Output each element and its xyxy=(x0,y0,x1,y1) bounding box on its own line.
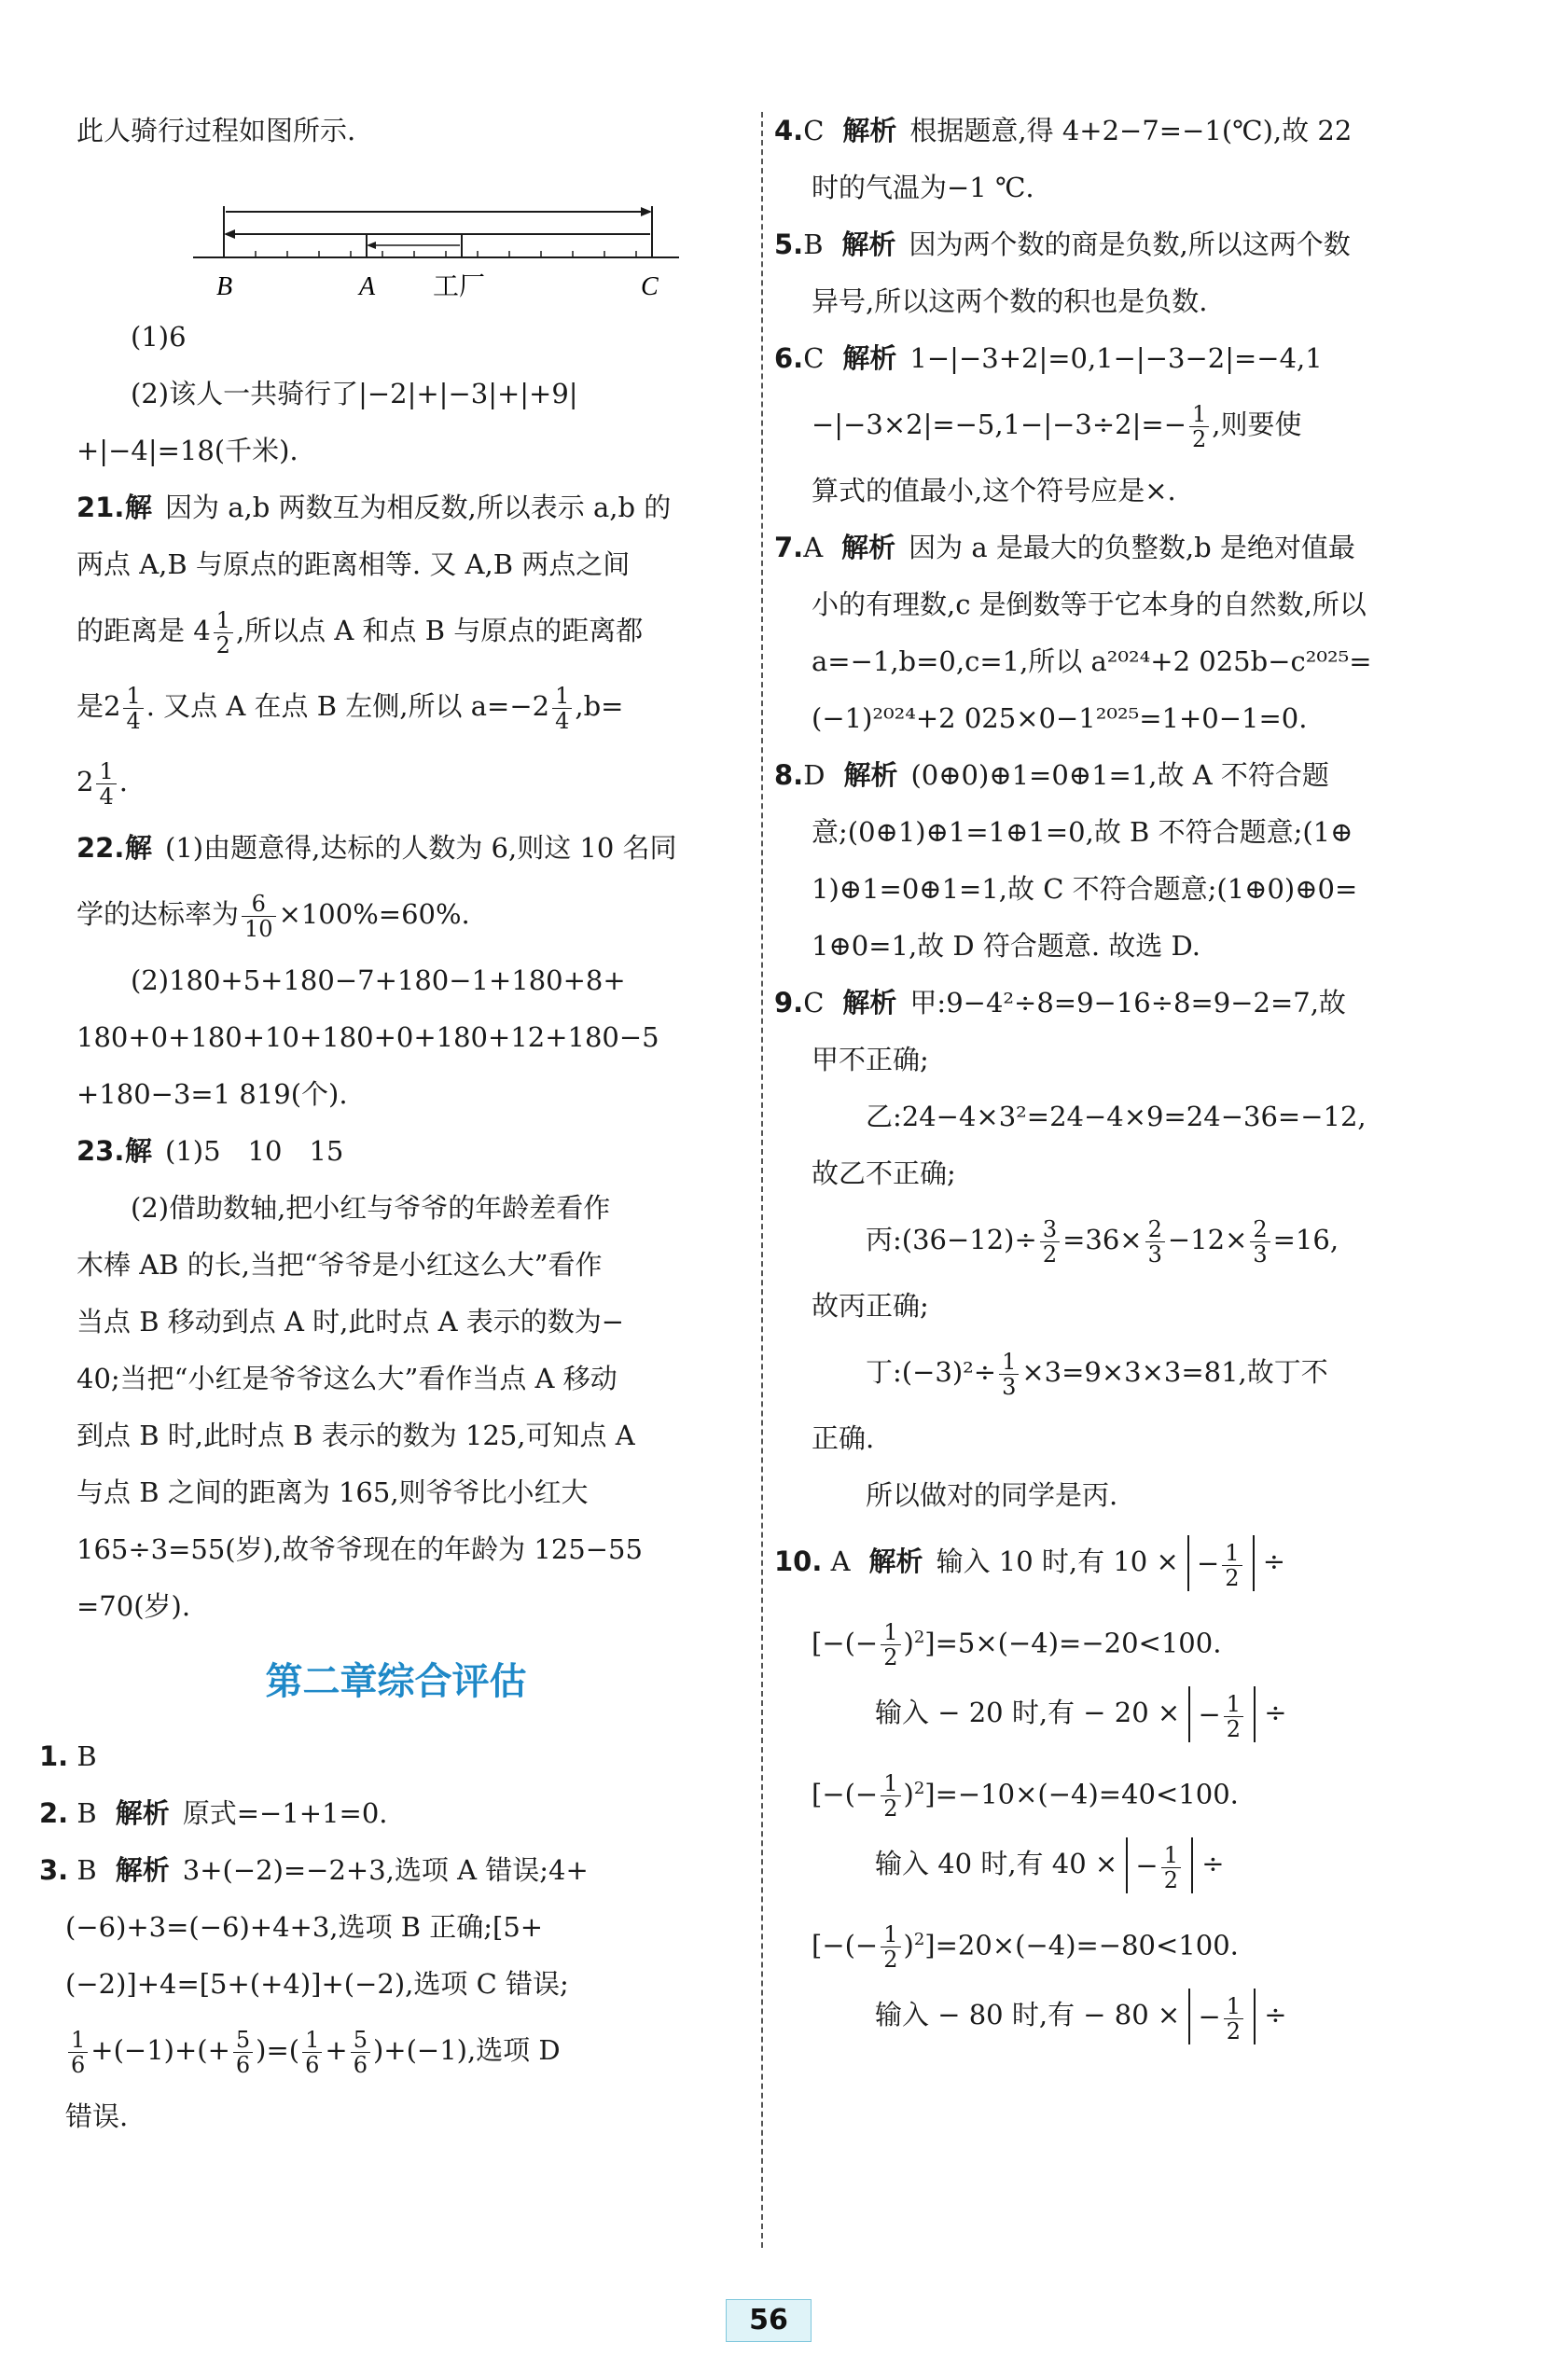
q22-keyword: 解 xyxy=(125,832,153,864)
intro-text: 此人骑行过程如图所示. xyxy=(76,115,356,146)
q8-line4: 1⊕0=1,故 D 符合题意. 故选 D. xyxy=(812,930,1200,962)
q10-line1 xyxy=(774,1524,1460,1600)
divide-sign: ÷ xyxy=(1264,1999,1287,2030)
q9-line4: 故乙不正确; xyxy=(812,1157,956,1189)
q9-line8: 正确. xyxy=(812,1422,875,1454)
fraction-one-quarter: $\frac{1}{4}$ xyxy=(123,684,143,733)
q22-text2b: ×100%=60%. xyxy=(278,898,470,930)
q4-answer: C xyxy=(803,115,825,146)
q21-line1 xyxy=(76,479,753,536)
chapter-title: 第二章综合评估 xyxy=(265,1660,527,1703)
c2-keyword: 解析 xyxy=(115,1797,170,1829)
q23-line5: 40;当把“小红是爷爷这么大”看作当点 A 移动 xyxy=(76,1363,617,1394)
q8-text1: (0⊕0)⊕1=0⊕1=1,故 A 不符合题 xyxy=(910,759,1329,791)
q4-line2: 时的气温为−1 ℃. xyxy=(812,172,1034,203)
q9-line2: 甲不正确; xyxy=(812,1044,929,1075)
q23-line9: =70(岁). xyxy=(76,1590,191,1622)
diagram-label-b: B xyxy=(216,272,233,301)
fraction-one-half: $\frac{1}{2}$ xyxy=(214,608,233,658)
q4-keyword: 解析 xyxy=(842,115,897,146)
q10-result1: =5×(−4)=−20<100. xyxy=(935,1627,1222,1659)
c3-text4c: + xyxy=(325,2034,348,2066)
q21-line5 xyxy=(76,744,753,820)
fraction-one-sixth: $\frac{1}{6}$ xyxy=(302,2028,322,2077)
c3-answer: B xyxy=(76,1854,97,1886)
q10-line4: [−(− $\frac{1}{2}$ )$^2$]=−10×(−4)=40<100. xyxy=(812,1770,1239,1823)
abs-neg-half: − $\frac{1}{2}$ xyxy=(1126,1837,1193,1893)
q9-line5 xyxy=(774,1202,1460,1278)
c3-line5: 错误. xyxy=(65,2100,129,2132)
q22-number: 22. xyxy=(76,832,125,864)
q10-line6: [−(− $\frac{1}{2}$ )$^2$]=20×(−4)=−80<100. xyxy=(812,1921,1239,1974)
fraction-six-tenths: $\frac{6}{10}$ xyxy=(242,892,276,941)
q5-line2: 异号,所以这两个数的积也是负数. xyxy=(812,285,1208,317)
q6-line1: 6.C 解析 1−|−3+2|=0,1−|−3−2|=−4,1 xyxy=(774,342,1323,374)
abs-neg-half: − $\frac{1}{2}$ xyxy=(1187,1535,1255,1591)
q9-text5b: =36× xyxy=(1062,1224,1143,1255)
q22-text1: (1)由题意得,达标的人数为 6,则这 10 名同 xyxy=(165,832,677,864)
q22-line5: +180−3=1 819(个). xyxy=(76,1078,348,1110)
q8-keyword: 解析 xyxy=(843,759,898,791)
q9-text1: 甲:9−4²÷8=9−16÷8=9−2=7,故 xyxy=(909,987,1346,1019)
c3-line2: (−6)+3=(−6)+4+3,选项 B 正确;[5+ xyxy=(65,1911,544,1943)
c3-keyword: 解析 xyxy=(115,1854,170,1886)
q10-line5 xyxy=(774,1826,1460,1902)
q20-part2-line1: (2)该人一共骑行了|−2|+|−3|+|+9| xyxy=(131,378,578,409)
q10-text3: 输入 40 时,有 40 × xyxy=(875,1848,1118,1879)
q23-line6: 到点 B 时,此时点 B 表示的数为 125,可知点 A xyxy=(76,1420,635,1451)
q7-keyword: 解析 xyxy=(841,532,896,563)
q10-result3: =20×(−4)=−80<100. xyxy=(935,1929,1239,1961)
left-column xyxy=(39,103,753,2145)
q6-text1: 1−|−3+2|=0,1−|−3−2|=−4,1 xyxy=(909,342,1323,374)
q23-text1: (1)5 10 15 xyxy=(165,1135,344,1167)
c1-line: 1. B xyxy=(39,1740,97,1772)
q7-answer: A xyxy=(803,532,824,563)
q21-text5a: 2 xyxy=(76,766,94,797)
abs-neg-half: − $\frac{1}{2}$ xyxy=(1188,1686,1256,1742)
q5-text1: 因为两个数的商是负数,所以这两个数 xyxy=(909,229,1351,260)
q7-text1: 因为 a 是最大的负整数,b 是绝对值最 xyxy=(909,532,1355,563)
q21-line2: 两点 A,B 与原点的距离相等. 又 A,B 两点之间 xyxy=(76,548,631,580)
q23-number: 23. xyxy=(76,1135,125,1167)
q10-number: 10. xyxy=(774,1545,823,1577)
q7-line1: 7.A 解析 因为 a 是最大的负整数,b 是绝对值最 xyxy=(774,532,1355,563)
fraction-one-third: $\frac{1}{3}$ xyxy=(999,1350,1019,1399)
q21-text3a: 的距离是 4 xyxy=(76,615,211,646)
q8-answer: D xyxy=(803,759,826,791)
q9-text5a: 丙:(36−12)÷ xyxy=(866,1224,1037,1255)
column-divider xyxy=(761,112,763,2248)
fraction-two-thirds: $\frac{2}{3}$ xyxy=(1250,1217,1270,1267)
q9-line3: 乙:24−4×3²=24−4×9=24−36=−12, xyxy=(866,1101,1367,1132)
q9-line1: 9.C 解析 甲:9−4²÷8=9−16÷8=9−2=7,故 xyxy=(774,987,1346,1019)
right-column xyxy=(774,103,1460,2053)
fraction-one-quarter: $\frac{1}{4}$ xyxy=(552,684,572,733)
q10-text1: 输入 10 时,有 10 × xyxy=(936,1545,1179,1577)
fraction-five-sixths: $\frac{5}{6}$ xyxy=(233,2028,253,2077)
fraction-one-quarter: $\frac{1}{4}$ xyxy=(96,759,116,809)
fraction-three-halves: $\frac{3}{2}$ xyxy=(1040,1217,1060,1267)
q10-line7 xyxy=(774,1977,1460,2053)
q21-keyword: 解 xyxy=(125,492,153,523)
q9-text5c: −12× xyxy=(1167,1224,1248,1255)
page-number: 56 xyxy=(726,2299,812,2342)
q21-number: 21. xyxy=(76,492,125,523)
q22-line4: 180+0+180+10+180+0+180+12+180−5 xyxy=(76,1021,659,1053)
c3-line1: 3. B 解析 3+(−2)=−2+3,选项 A 错误;4+ xyxy=(39,1854,589,1886)
q10-result2: =−10×(−4)=40<100. xyxy=(935,1778,1239,1810)
q9-text7a: 丁:(−3)²÷ xyxy=(866,1356,997,1388)
q7-line4: (−1)²⁰²⁴+2 025×0−1²⁰²⁵=1+0−1=0. xyxy=(812,702,1308,734)
q9-line9: 所以做对的同学是丙. xyxy=(866,1479,1118,1511)
q10-answer: A xyxy=(830,1545,851,1577)
q23-line3: 木棒 AB 的长,当把“爷爷是小红这么大”看作 xyxy=(76,1249,603,1281)
q7-line2: 小的有理数,c 是倒数等于它本身的自然数,所以 xyxy=(812,589,1367,620)
abs-neg-half: − $\frac{1}{2}$ xyxy=(1188,1989,1256,2044)
q10-text2: 输入 − 20 时,有 − 20 × xyxy=(875,1697,1181,1728)
c3-line4 xyxy=(65,2013,753,2088)
c3-line3: (−2)]+4=[5+(+4)]+(−2),选项 C 错误; xyxy=(65,1968,569,2000)
q10-keyword: 解析 xyxy=(868,1545,923,1577)
q22-line2 xyxy=(76,877,753,952)
q6-text2a: −|−3×2|=−5,1−|−3÷2|=− xyxy=(812,409,1186,440)
q10-line2: [−(− $\frac{1}{2}$ )$^2$]=5×(−4)=−20<100. xyxy=(812,1619,1222,1671)
c2-answer: B xyxy=(76,1797,97,1829)
divide-sign: ÷ xyxy=(1201,1848,1225,1879)
q22-line3: (2)180+5+180−7+180−1+180+8+ xyxy=(131,964,626,996)
number-line-diagram xyxy=(76,159,753,309)
q9-text7b: ×3=9×3×3=81,故丁不 xyxy=(1021,1356,1328,1388)
q20-part2-line2: +|−4|=18(千米). xyxy=(76,435,298,466)
q23-keyword: 解 xyxy=(125,1135,153,1167)
q22-text2a: 学的达标率为 xyxy=(76,898,240,930)
q5-line1: 5.B 解析 因为两个数的商是负数,所以这两个数 xyxy=(774,229,1351,260)
q23-line1 xyxy=(76,1123,753,1180)
q8-line1: 8.D 解析 (0⊕0)⊕1=0⊕1=1,故 A 不符合题 xyxy=(774,759,1329,791)
divide-sign: ÷ xyxy=(1262,1545,1286,1577)
q10-line3 xyxy=(774,1675,1460,1751)
q21-text3b: ,所以点 A 和点 B 与原点的距离都 xyxy=(235,615,644,646)
q4-line1: 4.C 解析 根据题意,得 4+2−7=−1(℃),故 22 xyxy=(774,115,1353,146)
c2-line: 2. B 解析 原式=−1+1=0. xyxy=(39,1797,388,1829)
q8-line3: 1)⊕1=0⊕1=1,故 C 不符合题意;(1⊕0)⊕0= xyxy=(812,873,1358,905)
q6-text2b: ,则要使 xyxy=(1212,409,1302,440)
q21-text4a: 是2 xyxy=(76,690,121,722)
q23-line4: 当点 B 移动到点 A 时,此时点 A 表示的数为− xyxy=(76,1306,625,1337)
fraction-five-sixths: $\frac{5}{6}$ xyxy=(351,2028,370,2077)
q21-text4c: ,b= xyxy=(575,690,624,722)
diagram-label-factory: 工厂 xyxy=(433,270,486,301)
q9-text5d: =16, xyxy=(1272,1224,1339,1255)
q8-line2: 意;(0⊕1)⊕1=1⊕1=0,故 B 不符合题意;(1⊕ xyxy=(812,816,1353,848)
q6-answer: C xyxy=(803,342,825,374)
c3-text4d: )+(−1),选项 D xyxy=(372,2034,561,2066)
q21-text1: 因为 a,b 两数互为相反数,所以表示 a,b 的 xyxy=(165,492,672,523)
q6-line3: 算式的值最小,这个符号应是×. xyxy=(812,475,1176,506)
q21-text4b: . 又点 A 在点 B 左侧,所以 a=−2 xyxy=(146,690,550,722)
c3-text4b: )=( xyxy=(256,2034,300,2066)
q5-keyword: 解析 xyxy=(841,229,896,260)
c1-answer: B xyxy=(76,1740,97,1772)
c3-text1: 3+(−2)=−2+3,选项 A 错误;4+ xyxy=(182,1854,589,1886)
fraction-one-half: $\frac{1}{2}$ xyxy=(1189,402,1209,451)
q6-line2 xyxy=(774,387,1460,463)
number-line-svg xyxy=(76,159,753,309)
q21-line4 xyxy=(76,669,753,744)
q21-line3 xyxy=(76,593,753,669)
q10-text4: 输入 − 80 时,有 − 80 × xyxy=(875,1999,1181,2030)
q23-line7: 与点 B 之间的距离为 165,则爷爷比小红大 xyxy=(76,1476,589,1508)
q7-line3: a=−1,b=0,c=1,所以 a²⁰²⁴+2 025b−c²⁰²⁵= xyxy=(812,645,1372,677)
fraction-two-thirds: $\frac{2}{3}$ xyxy=(1145,1217,1165,1267)
divide-sign: ÷ xyxy=(1264,1697,1287,1728)
q6-keyword: 解析 xyxy=(842,342,897,374)
q9-answer: C xyxy=(803,987,825,1019)
c2-text: 原式=−1+1=0. xyxy=(182,1797,388,1829)
q23-line8: 165÷3=55(岁),故爷爷现在的年龄为 125−55 xyxy=(76,1533,643,1565)
diagram-label-c: C xyxy=(641,272,659,301)
c3-text4a: +(−1)+(+ xyxy=(90,2034,230,2066)
q5-answer: B xyxy=(803,229,824,260)
diagram-label-a: A xyxy=(359,272,376,301)
q20-part1: (1)6 xyxy=(131,321,187,353)
q9-line6: 故丙正确; xyxy=(812,1290,929,1322)
q23-line2: (2)借助数轴,把小红与爷爷的年龄差看作 xyxy=(131,1192,611,1224)
q4-text1: 根据题意,得 4+2−7=−1(℃),故 22 xyxy=(909,115,1353,146)
q9-keyword: 解析 xyxy=(842,987,897,1019)
q22-line1 xyxy=(76,820,753,877)
q9-line7 xyxy=(774,1335,1460,1410)
q21-text5b: . xyxy=(118,766,128,797)
fraction-one-sixth: $\frac{1}{6}$ xyxy=(68,2028,88,2077)
